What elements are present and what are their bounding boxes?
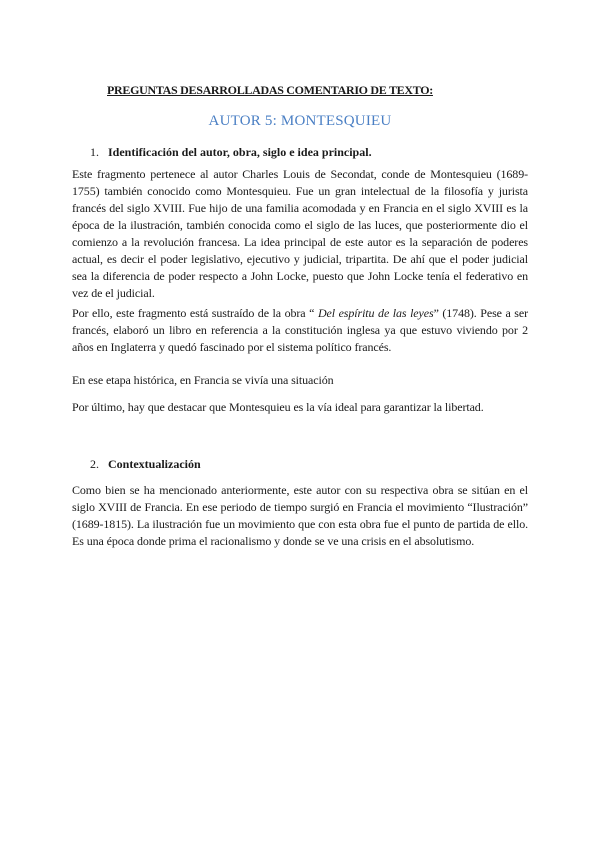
section-2-paragraph-1: Como bien se ha mencionado anteriormente, este autor con su respectiva obra se sitúan en el siglo XVIII de Francia. En ese periodo de tiempo surgió en Francia el movimiento “Ilustración” (1689-1815). La ilustración fue un movimiento que con esta obra fue el punto de partida de ello. Es una época donde prima el racionalismo y donde se ve una crisis en el absolutismo.: [72, 483, 528, 548]
section-1-heading: [90, 145, 372, 160]
section-1-paragraph-2: [72, 305, 528, 356]
document-subtitle: AUTOR 5: MONTESQUIEU: [208, 113, 392, 129]
section-2-heading: [90, 457, 201, 472]
paragraph-2-text-after: ” (1748). Pese a ser francés, elaboró un libro en referencia a la constitución inglesa ya que estuvo viviendo por 2 años en Inglaterra y quedó fascinado por el sistema político francés.: [72, 306, 528, 354]
work-title: Del espíritu de las leyes: [317, 306, 434, 320]
section-1-paragraph-3: En ese etapa histórica, en Francia se vivía una situación: [72, 373, 334, 387]
section-2-number: 2.: [90, 457, 99, 471]
paragraph-2-text-before: Por ello, este fragmento está sustraído de la obra “: [72, 306, 318, 320]
section-1-paragraph-1: Este fragmento pertenece al autor Charles Louis de Secondat, conde de Montesquieu (1689-1755) también conocido como Montesquieu. Fue un gran intelectual de la filosofía y jurista francés del siglo XVIII. Fue hijo de una familia acomodada y en Francia en el siglo XVIII es la época de la ilustración, también conocida como el siglo de las luces, que posteriormente dio el comienzo a la revolución francesa. La idea principal de este autor es la separación de poderes actual, es decir el poder legislativo, ejecutivo y judicial, tripartita. De ahí que el poder judicial sea la diferencia de poder respecto a John Locke, puesto que John Locke tenía el federativo en vez de el judicial.: [72, 167, 528, 300]
section-1-number: 1.: [90, 145, 99, 159]
section-2-heading-text: Contextualización: [108, 457, 201, 471]
section-1-paragraph-4: Por último, hay que destacar que Montesquieu es la vía ideal para garantizar la libertad.: [72, 400, 484, 414]
section-1-heading-text: Identificación del autor, obra, siglo e idea principal.: [108, 145, 372, 159]
document-title: PREGUNTAS DESARROLLADAS COMENTARIO DE TEXTO:: [107, 83, 433, 97]
